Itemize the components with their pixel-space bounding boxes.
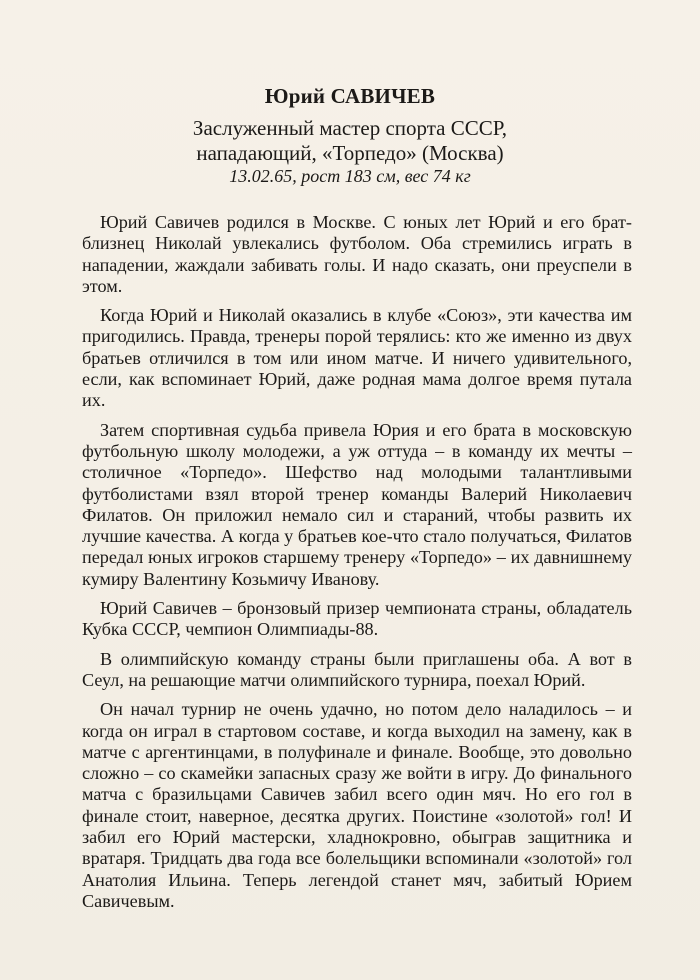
paragraph-text: Юрий Савичев родился в Москве. С юных лет Юрий и его брат-близнец Николай увлекались футболом. Оба стремились играть в нападении, жаждали забивать голы. И надо сказать, они преуспели в этом. xyxy=(82,212,632,296)
paragraph-text: Затем спортивная судьба привела Юрия и его брата в московскую футбольную школу молодежи, а уж оттуда – в команду их мечты – столичное «Торпедо». Шефство над молодыми талантливыми футболистами взял второй тренер команды Валерий Николаевич Филатов. Он приложил немало сил и стараний, чтобы развить их лучшие качества. А когда у братьев кое-что стало получаться, Филатов передал юных игроков старшему тренеру «Торпедо» – их давнишнему кумиру Валентину Козьмичу Иванову. xyxy=(82,419,632,589)
paragraph-text: Юрий Савичев – бронзовый призер чемпионата страны, обладатель Кубка СССР, чемпион Олимпиады-88. xyxy=(82,598,632,640)
paragraph xyxy=(82,420,632,590)
paragraph xyxy=(82,598,632,641)
paragraph-text: Он начал турнир не очень удачно, но потом дело наладилось – и когда он играл в стартовом составе, и когда выходил на замену, как в матче с аргентинцами, в полуфинале и финале. Вообще, это довольно сложно – со скамейки запасных сразу же войти в игру. До финального матча с бразильцами Савичев забил всего один мяч. Но его гол в финале стоит, наверное, десятка других. Поистине «золотой» гол! И забил его Юрий мастерски, хладнокровно, обыграв защитника и вратаря. Тридцать два года все болельщики вспоминали «золотой» гол Анатолия Ильина. Теперь легендой станет мяч, забитый Юрием Савичевым. xyxy=(82,699,632,911)
player-title xyxy=(0,116,700,166)
title-line-1: Заслуженный мастер спорта СССР, xyxy=(192,116,508,140)
paragraph-text: Когда Юрий и Николай оказались в клубе «Союз», эти качества им пригодились. Правда, тренеры порой терялись: кто же именно из двух братьев отличился в том или ином матче. И ничего удивительного, если, как вспоминает Юрий, даже родная мама долгое время путала их. xyxy=(82,305,632,411)
title-line-2: нападающий, «Торпедо» (Москва) xyxy=(196,141,504,165)
player-stats: 13.02.65, рост 183 см, вес 74 кг xyxy=(229,166,471,186)
biography-text xyxy=(82,212,632,920)
player-name: Юрий САВИЧЕВ xyxy=(264,84,436,108)
paragraph xyxy=(82,212,632,297)
paragraph xyxy=(82,699,632,912)
paragraph xyxy=(82,305,632,411)
paragraph-text: В олимпийскую команду страны были приглашены оба. А вот в Сеул, на решающие матчи олимпийского турнира, поехал Юрий. xyxy=(82,648,632,690)
paragraph xyxy=(82,649,632,692)
